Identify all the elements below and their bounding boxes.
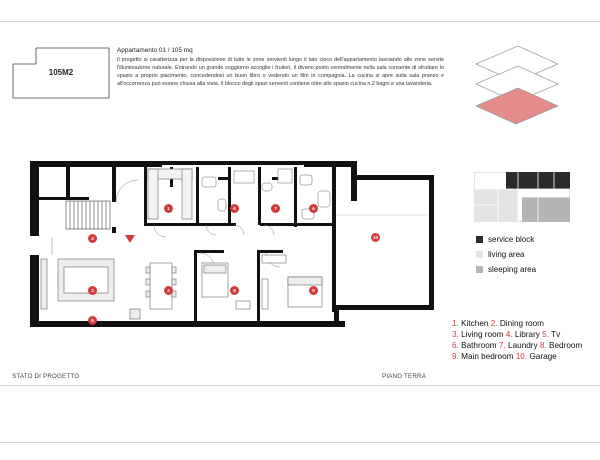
room-badge-8: 8 <box>230 286 239 295</box>
room-badge-5: 5 <box>88 316 97 325</box>
floor-plan-drawing <box>22 155 442 340</box>
legend-swatch-service <box>476 236 483 243</box>
room-badge-9: 9 <box>309 286 318 295</box>
room-name-kitchen: Kitchen <box>461 319 489 328</box>
legend-swatch-living <box>476 251 483 258</box>
room-badge-1: 1 <box>164 204 173 213</box>
room-list-line-3 <box>452 340 582 351</box>
entrance-marker <box>125 235 135 243</box>
room-num-10: 10. <box>515 352 528 361</box>
legend-label-sleeping: sleeping area <box>488 265 537 274</box>
area-badge <box>12 47 110 99</box>
bottom-rule <box>0 442 600 443</box>
room-badge-2: 2 <box>164 286 173 295</box>
top-rule <box>0 21 600 22</box>
zone-grid-diagram <box>474 172 570 227</box>
room-num-8: 8. <box>539 341 547 350</box>
area-label: 105M2 <box>48 68 74 77</box>
iso-layer-ground-highlight <box>476 88 558 124</box>
room-name-main-bedroom: Main bedroom <box>461 352 514 361</box>
room-num-2: 2. <box>490 319 498 328</box>
room-name-garage: Garage <box>529 352 557 361</box>
zone-living-2 <box>498 189 518 222</box>
zone-sleeping <box>522 197 570 222</box>
room-list-line-2 <box>452 329 582 340</box>
footer-rule <box>0 385 600 386</box>
legend-label-service: service block <box>488 235 535 244</box>
room-badge-6b: 6 <box>309 204 318 213</box>
room-name-living: Living room <box>461 330 504 339</box>
room-badge-6a: 6 <box>230 204 239 213</box>
description-block <box>117 47 444 89</box>
room-num-4: 4. <box>505 330 513 339</box>
room-num-3: 3. <box>452 330 459 339</box>
apartment-description: Il progetto si caratterizza per la disposizione di tutte le zone servienti lungo il lato cieco dell'appartamento lasciando alle zone servite l'illuminazione naturale. Entrando un grande soggiorno accoglie i fruitori, il divano posto centralmente nella sala consente di sfruttare lo spazio a proprio piacimento, concedendosi un buon libro o vedendo un film in compagnia. La cucina si apre sulla sala pranzo e all'occorrenza può essere chiusa alla vista. Il blocco degli spazi serventi contiene oltre allo spazio cucina n.2 bagni e una lavanderia. <box>117 57 444 87</box>
legend-swatch-sleeping <box>476 266 483 273</box>
room-num-7: 7. <box>498 341 506 350</box>
room-name-tv: Tv <box>551 330 561 339</box>
legend-label-living: living area <box>488 250 525 259</box>
isometric-layers-diagram <box>466 44 586 141</box>
zone-living <box>474 189 498 222</box>
floor-plan <box>22 155 442 345</box>
footer-floor-level: PIANO TERRA <box>382 373 427 380</box>
room-list-line-1 <box>452 318 582 329</box>
footer-project-state: STATO DI PROGETTO <box>12 373 80 380</box>
room-name-library: Library <box>514 330 540 339</box>
room-num-5: 5. <box>542 330 550 339</box>
room-badge-3: 3 <box>88 286 97 295</box>
room-badge-4: 4 <box>88 234 97 243</box>
room-badge-10: 10 <box>372 235 378 240</box>
room-name-dining: Dining room <box>499 319 544 328</box>
apartment-title: Appartamento 01 / 105 mq <box>117 47 193 54</box>
room-badge-7: 7 <box>271 204 280 213</box>
room-num-9: 9. <box>452 352 459 361</box>
room-list <box>452 318 582 362</box>
room-name-laundry: Laundry <box>508 341 538 350</box>
room-num-6: 6. <box>452 341 459 350</box>
room-list-line-4 <box>452 351 582 362</box>
room-name-bedroom: Bedroom <box>549 341 583 350</box>
room-name-bathroom: Bathroom <box>461 341 497 350</box>
room-num-1: 1. <box>452 319 459 328</box>
